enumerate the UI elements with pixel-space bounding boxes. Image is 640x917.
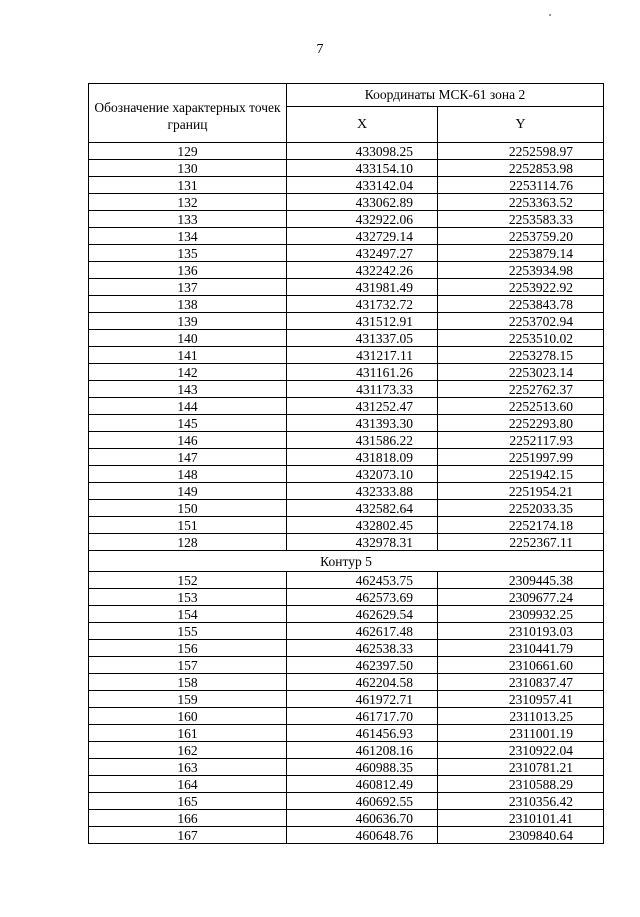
y-cell: 2252853.98 [438,160,604,177]
point-cell: 161 [89,725,287,742]
y-cell: 2253759.20 [438,228,604,245]
point-cell: 165 [89,793,287,810]
table-row [89,415,604,432]
table-row [89,623,604,640]
point-cell: 160 [89,708,287,725]
x-cell: 461456.93 [287,725,438,742]
table-row [89,466,604,483]
x-cell: 462397.50 [287,657,438,674]
y-cell: 2252117.93 [438,432,604,449]
point-cell: 134 [89,228,287,245]
y-cell: 2309840.64 [438,827,604,844]
x-cell: 432073.10 [287,466,438,483]
point-cell: 167 [89,827,287,844]
table-row [89,793,604,810]
table-row [89,827,604,844]
y-cell: 2253278.15 [438,347,604,364]
table-row [89,742,604,759]
x-cell: 461717.70 [287,708,438,725]
x-cell: 431173.33 [287,381,438,398]
point-cell: 131 [89,177,287,194]
scan-speck [549,14,551,16]
y-cell: 2252367.11 [438,534,604,551]
table-row [89,776,604,793]
x-cell: 431818.09 [287,449,438,466]
point-cell: 139 [89,313,287,330]
point-cell: 140 [89,330,287,347]
point-cell: 143 [89,381,287,398]
point-cell: 145 [89,415,287,432]
x-cell: 460988.35 [287,759,438,776]
x-cell: 431732.72 [287,296,438,313]
table-row [89,606,604,623]
table-row [89,640,604,657]
table-row [89,364,604,381]
point-cell: 162 [89,742,287,759]
x-cell: 460812.49 [287,776,438,793]
x-cell: 431161.26 [287,364,438,381]
section-label: Контур 5 [89,551,604,572]
y-cell: 2251997.99 [438,449,604,466]
table-row [89,534,604,551]
table-row [89,194,604,211]
y-cell: 2309932.25 [438,606,604,623]
y-column-header: Y [438,106,604,142]
x-cell: 432333.88 [287,483,438,500]
point-cell: 147 [89,449,287,466]
table-body [89,143,604,844]
x-cell: 431252.47 [287,398,438,415]
x-cell: 461208.16 [287,742,438,759]
y-cell: 2253934.98 [438,262,604,279]
x-cell: 460692.55 [287,793,438,810]
y-cell: 2310957.41 [438,691,604,708]
table-row [89,432,604,449]
header-row-top [89,84,604,107]
point-cell: 164 [89,776,287,793]
x-cell: 432922.06 [287,211,438,228]
table-row [89,589,604,606]
point-cell: 142 [89,364,287,381]
y-cell: 2309445.38 [438,572,604,589]
x-cell: 460636.70 [287,810,438,827]
point-cell: 150 [89,500,287,517]
point-cell: 152 [89,572,287,589]
table-row [89,708,604,725]
point-cell: 159 [89,691,287,708]
table-row [89,160,604,177]
x-cell: 462617.48 [287,623,438,640]
table-row [89,330,604,347]
point-cell: 138 [89,296,287,313]
table-row [89,572,604,589]
point-cell: 157 [89,657,287,674]
point-cell: 144 [89,398,287,415]
x-cell: 462573.69 [287,589,438,606]
point-cell: 146 [89,432,287,449]
table-row [89,143,604,160]
x-cell: 431586.22 [287,432,438,449]
table-row [89,759,604,776]
table-row [89,517,604,534]
y-cell: 2311001.19 [438,725,604,742]
y-cell: 2251942.15 [438,466,604,483]
y-cell: 2253023.14 [438,364,604,381]
point-cell: 132 [89,194,287,211]
x-cell: 431217.11 [287,347,438,364]
y-cell: 2252598.97 [438,143,604,160]
y-cell: 2310356.42 [438,793,604,810]
table-row [89,313,604,330]
x-cell: 432978.31 [287,534,438,551]
page-number: 7 [316,42,324,57]
table-row [89,245,604,262]
point-column-header: Обозначение характерных точек границ [89,84,287,143]
section-row [89,551,604,572]
x-cell: 431981.49 [287,279,438,296]
y-cell: 2310193.03 [438,623,604,640]
point-cell: 149 [89,483,287,500]
table-header [89,84,604,143]
y-cell: 2253510.02 [438,330,604,347]
point-cell: 135 [89,245,287,262]
point-cell: 141 [89,347,287,364]
point-cell: 136 [89,262,287,279]
coordinates-table [88,83,604,844]
x-cell: 433098.25 [287,143,438,160]
point-cell: 133 [89,211,287,228]
x-column-header: X [287,106,438,142]
x-cell: 431393.30 [287,415,438,432]
point-cell: 153 [89,589,287,606]
y-cell: 2252033.35 [438,500,604,517]
x-cell: 432802.45 [287,517,438,534]
x-cell: 433062.89 [287,194,438,211]
y-cell: 2310588.29 [438,776,604,793]
table-row [89,228,604,245]
y-cell: 2310101.41 [438,810,604,827]
point-cell: 128 [89,534,287,551]
table-row [89,691,604,708]
table-row [89,381,604,398]
y-cell: 2311013.25 [438,708,604,725]
x-cell: 462204.58 [287,674,438,691]
table-row [89,262,604,279]
x-cell: 462538.33 [287,640,438,657]
x-cell: 433154.10 [287,160,438,177]
point-cell: 130 [89,160,287,177]
y-cell: 2252293.80 [438,415,604,432]
y-cell: 2252174.18 [438,517,604,534]
x-cell: 462453.75 [287,572,438,589]
point-cell: 155 [89,623,287,640]
table-row [89,657,604,674]
table-row [89,725,604,742]
point-cell: 129 [89,143,287,160]
table-row [89,279,604,296]
point-cell: 163 [89,759,287,776]
table-row [89,810,604,827]
table-row [89,211,604,228]
table-row [89,347,604,364]
point-cell: 166 [89,810,287,827]
x-cell: 460648.76 [287,827,438,844]
y-cell: 2310837.47 [438,674,604,691]
x-cell: 432729.14 [287,228,438,245]
point-cell: 151 [89,517,287,534]
table-row [89,296,604,313]
y-cell: 2253583.33 [438,211,604,228]
table-row [89,398,604,415]
y-cell: 2253922.92 [438,279,604,296]
y-cell: 2310781.21 [438,759,604,776]
table-row [89,483,604,500]
y-cell: 2253843.78 [438,296,604,313]
table-row [89,177,604,194]
coordinate-system-header: Координаты МСК-61 зона 2 [287,84,604,107]
point-cell: 158 [89,674,287,691]
x-cell: 431337.05 [287,330,438,347]
x-cell: 461972.71 [287,691,438,708]
x-cell: 431512.91 [287,313,438,330]
y-cell: 2252513.60 [438,398,604,415]
y-cell: 2309677.24 [438,589,604,606]
table-row [89,500,604,517]
point-cell: 156 [89,640,287,657]
y-cell: 2310441.79 [438,640,604,657]
point-cell: 148 [89,466,287,483]
x-cell: 462629.54 [287,606,438,623]
y-cell: 2253879.14 [438,245,604,262]
y-cell: 2253114.76 [438,177,604,194]
y-cell: 2310922.04 [438,742,604,759]
table-row [89,674,604,691]
y-cell: 2310661.60 [438,657,604,674]
y-cell: 2253702.94 [438,313,604,330]
x-cell: 432242.26 [287,262,438,279]
x-cell: 433142.04 [287,177,438,194]
x-cell: 432497.27 [287,245,438,262]
point-cell: 154 [89,606,287,623]
y-cell: 2253363.52 [438,194,604,211]
y-cell: 2252762.37 [438,381,604,398]
y-cell: 2251954.21 [438,483,604,500]
x-cell: 432582.64 [287,500,438,517]
point-cell: 137 [89,279,287,296]
table-row [89,449,604,466]
